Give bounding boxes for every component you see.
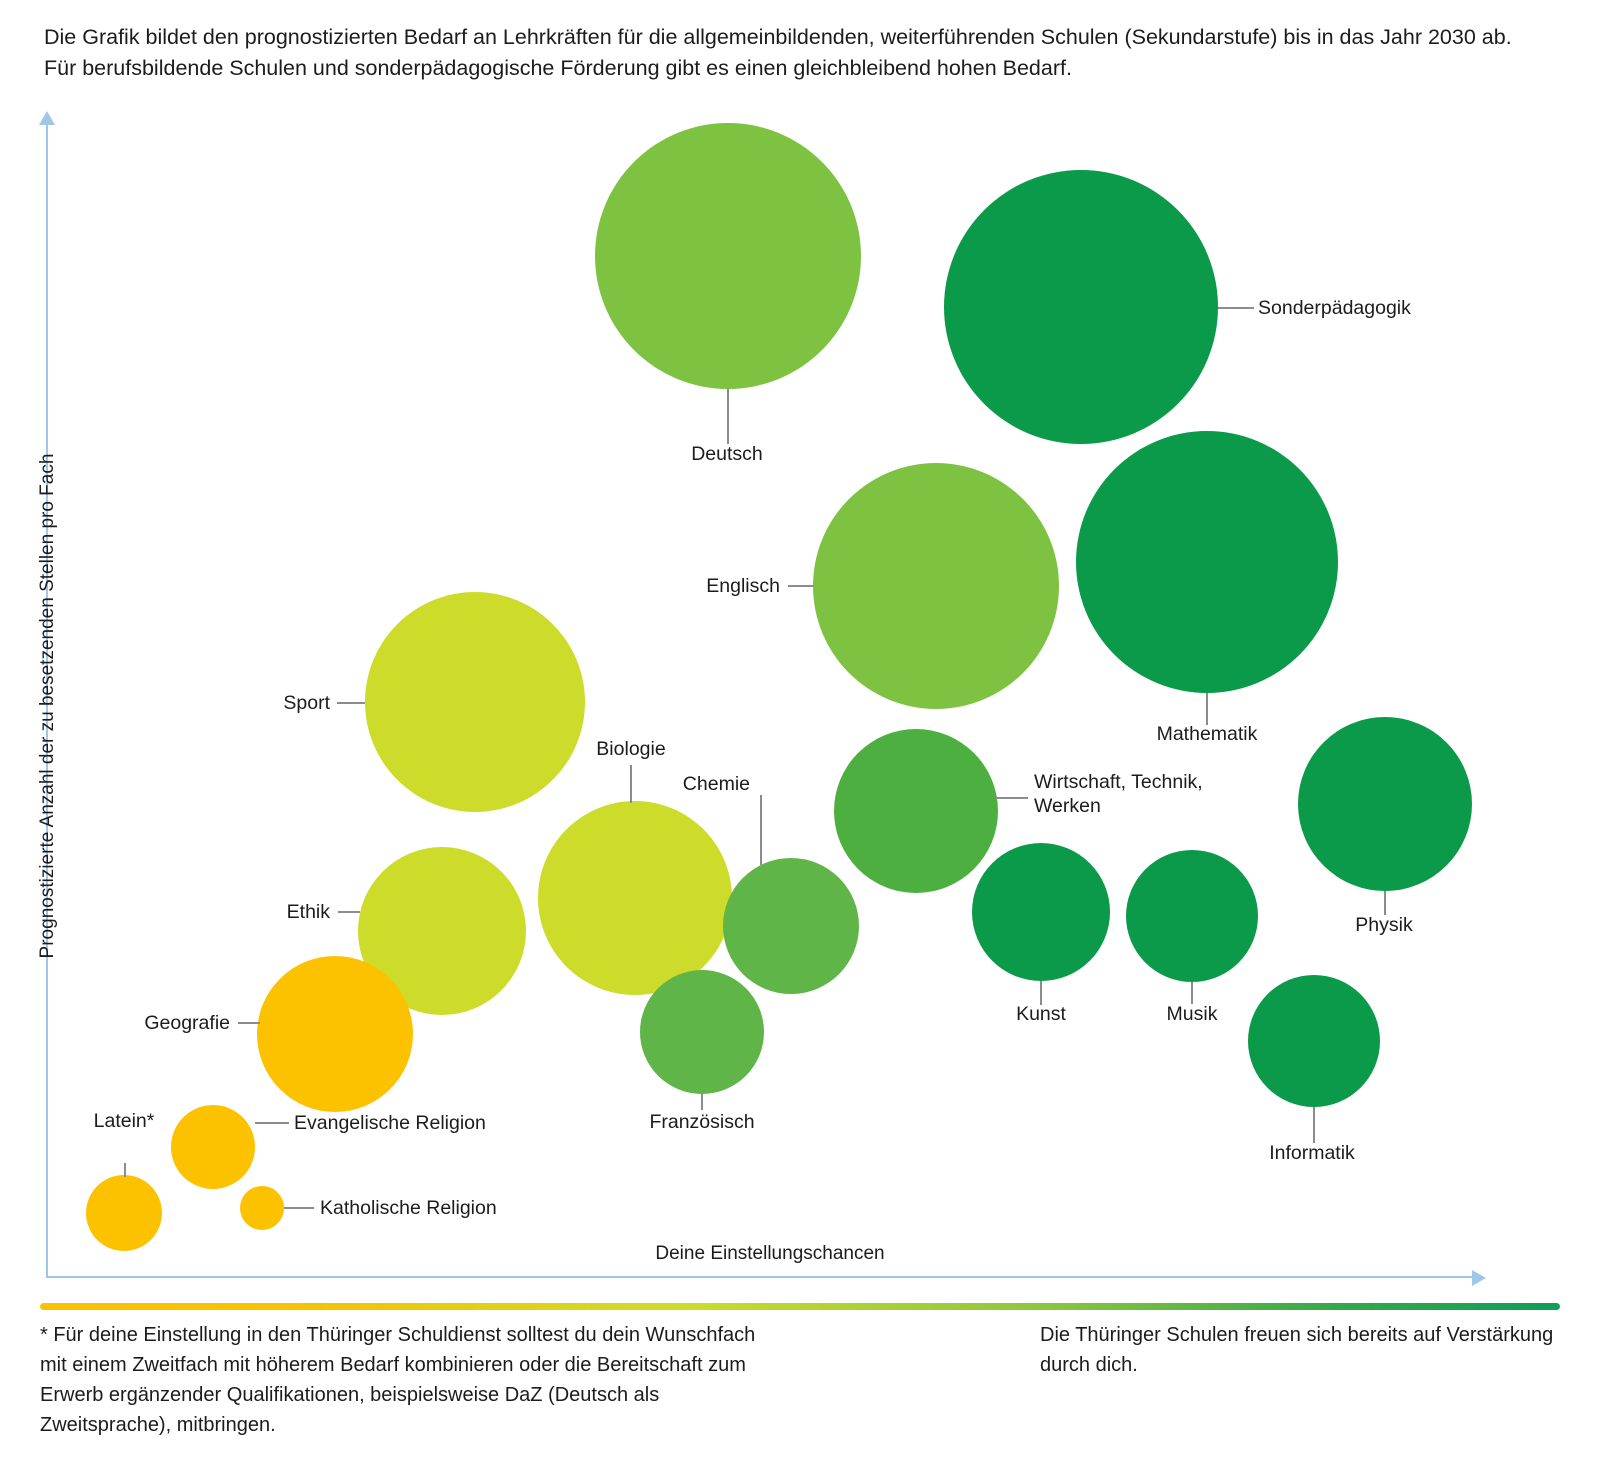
leader-line-sonderpaedagogik (1218, 307, 1254, 309)
leader-line-physik (1384, 891, 1386, 915)
intro-text: Die Grafik bildet den prognostizierten Bedarf an Lehrkräften für die allgemeinbildenden, weiterführenden Schulen (Sekundarstufe) bis in das Jahr 2030 ab. Für berufsbildende Schulen und sonderpädagogische Förderung gibt es einen gleichbleibend hohen Bedarf. (44, 25, 1512, 81)
closing-text: Die Thüringer Schulen freuen sich bereits auf Verstärkung durch dich. (1040, 1324, 1554, 1376)
leader-line-mathematik (1206, 693, 1208, 725)
bubble-label-physik: Physik (1355, 914, 1413, 936)
bubble-label-latein: Latein* (93, 1110, 155, 1132)
bubble-katholische-religion[interactable] (240, 1186, 284, 1230)
leader-line-latein (124, 1163, 126, 1177)
bubble-chart (0, 105, 1600, 1290)
bubble-mathematik[interactable] (1076, 431, 1338, 693)
bubble-latein[interactable] (86, 1175, 162, 1251)
bubble-label-wirtschaft-technik-werken: Wirtschaft, Technik, Werken (1034, 771, 1203, 818)
bubble-biologie[interactable] (538, 801, 732, 995)
leader-line-franzoesisch (701, 1094, 703, 1110)
x-axis-arrow-icon (1472, 1270, 1486, 1286)
leader-line-musik (1191, 982, 1193, 1004)
bubble-sport[interactable] (365, 592, 585, 812)
bubble-label-musik: Musik (1166, 1003, 1218, 1025)
leader-line-ethik (338, 911, 360, 913)
bubble-franzoesisch[interactable] (640, 970, 764, 1094)
leader-line-informatik (1313, 1107, 1315, 1143)
bubble-deutsch[interactable] (595, 123, 861, 389)
bubble-label-chemie: Chemie (682, 773, 750, 795)
bubble-label-mathematik: Mathematik (1156, 723, 1258, 745)
bubble-label-geografie: Geografie (144, 1012, 230, 1034)
bubble-label-biologie: Biologie (596, 738, 666, 760)
bubble-label-sonderpaedagogik: Sonderpädagogik (1258, 297, 1411, 319)
leader-line-evangelische-religion (255, 1122, 289, 1124)
x-axis-label: Deine Einstellungschancen (655, 1243, 885, 1264)
bubble-label-englisch: Englisch (706, 575, 780, 597)
bubble-label-informatik: Informatik (1269, 1142, 1355, 1164)
bubble-chemie[interactable] (723, 858, 859, 994)
leader-line-englisch (788, 585, 814, 587)
leader-line-chemie-2 (760, 795, 762, 865)
bubble-wirtschaft-technik-werken[interactable] (834, 729, 998, 893)
bubble-label-deutsch: Deutsch (691, 443, 763, 465)
bubble-kunst[interactable] (972, 843, 1110, 981)
bubble-label-kunst: Kunst (1016, 1003, 1066, 1025)
color-gradient-rule (40, 1303, 1560, 1310)
bubble-label-evangelische-religion: Evangelische Religion (294, 1112, 486, 1134)
leader-line-katholische-religion (284, 1207, 314, 1209)
x-axis-line (46, 1276, 1478, 1278)
leader-line-wirtschaft (996, 797, 1028, 799)
bubble-label-franzoesisch: Französisch (649, 1111, 755, 1133)
bubble-informatik[interactable] (1248, 975, 1380, 1107)
bubble-sonderpaedagogik[interactable] (944, 170, 1218, 444)
leader-line-deutsch (727, 389, 729, 444)
leader-line-sport (337, 702, 365, 704)
bubble-label-katholische-religion: Katholische Religion (320, 1197, 497, 1219)
bubble-label-ethik: Ethik (286, 901, 330, 923)
bubble-physik[interactable] (1298, 717, 1472, 891)
y-axis-label: Prognostizierte Anzahl der zu besetzenden Stellen pro Fach (37, 453, 58, 959)
bubble-label-sport: Sport (283, 692, 330, 714)
bubble-geografie[interactable] (257, 956, 413, 1112)
footnote-text: * Für deine Einstellung in den Thüringer Schuldienst solltest du dein Wunschfach mit einem Zweitfach mit höherem Bedarf kombinieren oder die Bereitschaft zum Erwerb ergänzender Qualifikationen, beispielsweise DaZ (Deutsch als Zweitsprache), mitbringen. (40, 1324, 756, 1436)
y-axis-arrow-icon (39, 111, 55, 125)
bubble-englisch[interactable] (813, 463, 1059, 709)
leader-line-geografie (238, 1022, 260, 1024)
bubble-musik[interactable] (1126, 850, 1258, 982)
